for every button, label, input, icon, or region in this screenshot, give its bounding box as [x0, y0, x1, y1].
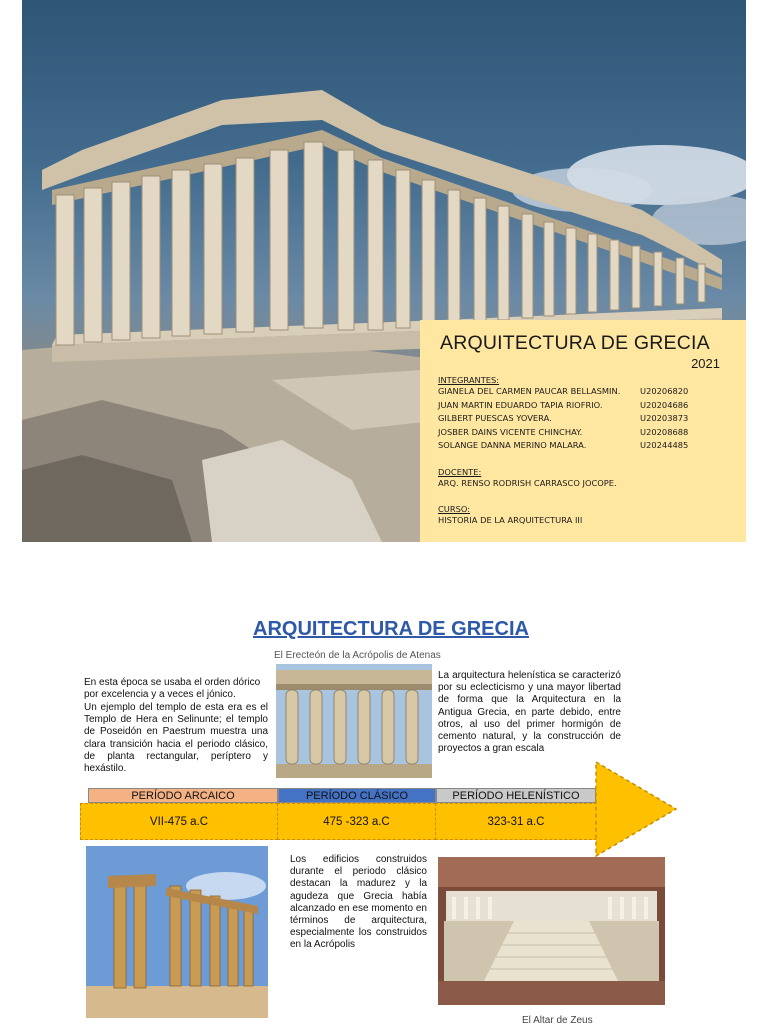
parthenon-column: [338, 150, 354, 330]
parthenon-column: [270, 150, 288, 330]
parthenon-column: [422, 180, 435, 326]
parthenon-column: [56, 195, 74, 345]
parthenon-column: [498, 206, 509, 320]
member-name: GIANELA DEL CARMEN PAUCAR BELLASMIN.: [438, 386, 621, 396]
teacher-label: DOCENTE:: [438, 466, 482, 477]
parthenon-column: [236, 158, 254, 332]
member-row: [438, 385, 734, 399]
member-name: SOLANGE DANNA MERINO MALARA.: [438, 440, 587, 450]
cover-year: 2021: [691, 356, 720, 371]
classic-text: Los edificios construidos durante el periodo clásico destacan la madurez y la agudeza que Grecia había alcanzado en ese momento en términos de arquitectura, especialmente los construidos en la Acrópolis: [290, 854, 427, 951]
parthenon-column: [522, 214, 533, 318]
cover-info-box: [420, 320, 746, 542]
parthenon-column: [396, 170, 410, 328]
altar-zeus-photo: [438, 857, 665, 1005]
period-archaic-label: [88, 788, 278, 803]
period-label: PERÍODO CLÁSICO: [278, 788, 436, 803]
period-label: PERÍODO ARCAICO: [88, 788, 278, 803]
member-name: JUAN MARTIN EDUARDO TAPIA RIOFRIO.: [438, 399, 603, 410]
altar-illustration: [438, 857, 665, 1005]
hellenistic-text: La arquitectura helenística se caracterizó por su eclecticismo y una mayor libertad de forma que la Arquitectura en la Antigua Grecia, en parte debido, entre otros, al uso del primer hormigón de cemento natural, y la construcción de proyectos a gran escala: [438, 670, 621, 755]
member-row: [438, 439, 734, 453]
member-row: [438, 426, 734, 440]
parthenon-column: [654, 252, 662, 306]
parthenon-column: [448, 190, 460, 324]
parthenon-column: [544, 222, 554, 316]
period-hellenistic-range: 323-31 a.C: [435, 803, 597, 840]
parthenon-column: [142, 176, 160, 338]
period-classic-range: 475 -323 a.C: [277, 803, 436, 840]
parthenon-column: [588, 234, 597, 312]
member-row: [438, 412, 734, 426]
period-classic-label: [278, 788, 436, 803]
member-code: U20208688: [640, 426, 689, 437]
parthenon-column: [676, 258, 684, 304]
archaic-text-2: Un ejemplo del templo de esta era es el Templo de Hera en Selinunte; el templo de Poseidón en Paestrum muestra una clara transición hacia el periodo clásico, de planta rectangular, períptero y hexástilo.: [84, 702, 268, 775]
members-label: INTEGRANTES:: [438, 375, 500, 385]
timeline-arrow-head: [594, 760, 678, 858]
period-label: PERÍODO HELENÍSTICO: [436, 788, 596, 803]
course-name: HISTORIA DE LA ARQUITECTURA III: [438, 515, 583, 525]
parthenon-column: [566, 228, 576, 314]
erecteon-photo: [276, 664, 432, 778]
parthenon-column: [204, 164, 222, 334]
parthenon-column: [112, 182, 130, 340]
member-code: U20244485: [640, 440, 689, 450]
members-list: [438, 385, 734, 453]
altar-caption: El Altar de Zeus: [522, 1015, 593, 1026]
parthenon-column: [632, 246, 640, 308]
temple-ruins-illustration: [86, 846, 268, 1018]
member-name: JOSBER DAINS VICENTE CHINCHAY.: [438, 426, 583, 437]
member-name: GILBERT PUESCAS YOVERA.: [438, 413, 552, 423]
page-title: ARQUITECTURA DE GRECIA: [253, 618, 529, 640]
course-label: CURSO:: [438, 504, 471, 514]
member-row: [438, 399, 734, 413]
parthenon-column: [610, 240, 619, 310]
erecteon-caption: El Erecteón de la Acrópolis de Atenas: [274, 650, 441, 661]
teacher-name: ARQ. RENSO RODRISH CARRASCO JOCOPE.: [438, 477, 617, 488]
member-code: U20203873: [640, 413, 689, 423]
cover-title: ARQUITECTURA DE GRECIA: [440, 332, 710, 354]
period-archaic-range: VII-475 a.C: [80, 803, 278, 840]
parthenon-column: [474, 198, 486, 322]
parthenon-column: [368, 160, 383, 330]
member-code: U20206820: [640, 386, 689, 396]
parthenon-column: [172, 170, 190, 336]
parthenon-column: [84, 188, 102, 342]
temple-hera-photo: [86, 846, 268, 1018]
archaic-text-1: En esta época se usaba el orden dórico por excelencia y a veces el jónico.: [84, 677, 261, 701]
member-code: U20204686: [640, 399, 689, 410]
period-hellenistic-label: [436, 788, 596, 803]
caryatids-illustration: [276, 664, 432, 778]
parthenon-column: [304, 142, 323, 328]
parthenon-column: [698, 264, 705, 302]
